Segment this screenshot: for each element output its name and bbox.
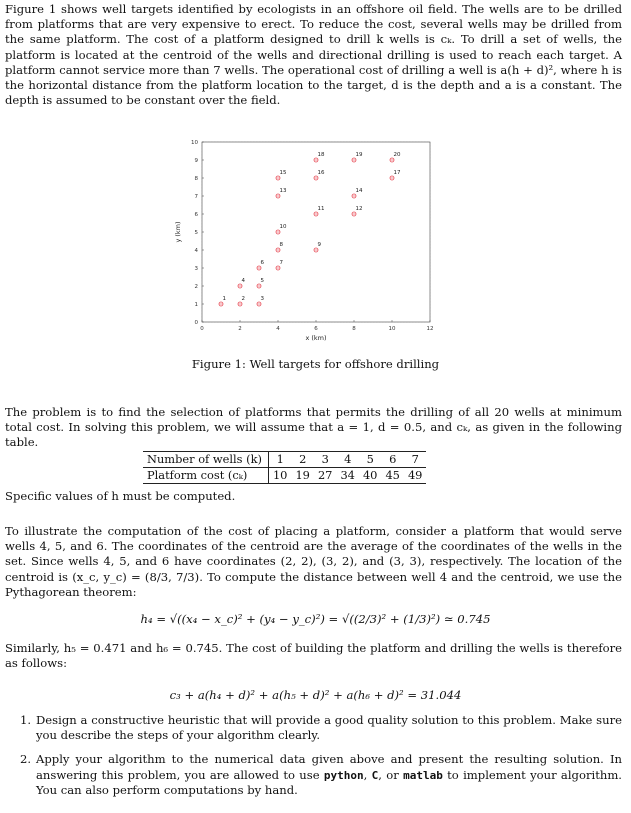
x-tick-label: 0 bbox=[200, 326, 204, 332]
chart-axes bbox=[202, 142, 430, 322]
y-axis-label: y (km) bbox=[174, 221, 182, 243]
cost-cell: 10 bbox=[268, 468, 291, 484]
table-row bbox=[143, 468, 426, 484]
well-label: 18 bbox=[317, 152, 325, 158]
y-tick-label: 3 bbox=[194, 266, 198, 272]
task-number: 1. bbox=[20, 713, 32, 727]
x-tick-label: 2 bbox=[238, 326, 242, 332]
k-cell: 5 bbox=[359, 452, 382, 468]
plot-frame bbox=[202, 142, 430, 322]
y-tick-label: 8 bbox=[194, 176, 198, 182]
well-label: 11 bbox=[317, 206, 325, 212]
k-cell: 4 bbox=[336, 452, 359, 468]
specific-note: Specific values of h must be computed. bbox=[5, 489, 236, 503]
row-header-c: Platform cost (cₖ) bbox=[143, 468, 268, 484]
y-tick-label: 4 bbox=[194, 248, 198, 254]
cost-cell: 27 bbox=[314, 468, 337, 484]
well-label: 1 bbox=[222, 296, 226, 302]
y-tick-label: 6 bbox=[194, 212, 198, 218]
figure-caption: Figure 1: Well targets for offshore drilling bbox=[191, 357, 440, 371]
y-tick-label: 0 bbox=[194, 320, 198, 326]
y-tick-label: 2 bbox=[194, 284, 198, 290]
table-row bbox=[143, 452, 426, 468]
cost-cell: 45 bbox=[381, 468, 404, 484]
cost-cell: 40 bbox=[359, 468, 382, 484]
x-tick-label: 12 bbox=[426, 326, 434, 332]
well-label: 7 bbox=[279, 260, 283, 266]
problem-paragraph: The problem is to find the selection of platforms that permits the drilling of all 20 wells at minimum total cost. In solving this problem, we will assume that a = 1, d = 0.5, and cₖ, as given in the following table. bbox=[5, 405, 622, 450]
code-c: C bbox=[371, 768, 379, 782]
k-cell: 7 bbox=[404, 452, 427, 468]
task-text-a: Apply your algorithm to the numerical data given above and present the resulting solution. In answering this problem, you are allowed to use bbox=[36, 752, 622, 782]
well-label: 19 bbox=[355, 152, 363, 158]
illustration-paragraph: To illustrate the computation of the cost of placing a platform, consider a platform that would serve wells 4, 5, and 6. The coordinates of the centroid are the average of the coordinates of the wells in the set. Since wells 4, 5, and 6 have coordinates (2, 2), (3, 2), and (3, 3), respectively. The location of the centroid is (x_c, y_c) = (8/3, 7/3). To compute the distance between well 4 and the centroid, we use the Pythagorean theorem: bbox=[5, 524, 622, 599]
separator: , or bbox=[378, 767, 404, 782]
x-tick-label: 4 bbox=[276, 326, 280, 332]
y-tick-label: 10 bbox=[191, 140, 198, 146]
k-cell: 3 bbox=[314, 452, 337, 468]
separator: , bbox=[363, 767, 372, 782]
cost-cell: 49 bbox=[404, 468, 427, 484]
well-label: 8 bbox=[279, 242, 283, 248]
well-label: 4 bbox=[241, 278, 245, 284]
task-text: Design a constructive heuristic that will provide a good quality solution to this problem. Make sure you describe the steps of your algorithm clearly. bbox=[36, 713, 622, 743]
row-header-k: Number of wells (k) bbox=[143, 452, 268, 468]
well-label: 15 bbox=[279, 170, 287, 176]
similarly-paragraph: Similarly, h₅ = 0.471 and h₆ = 0.745. The cost of building the platform and drilling the wells is therefore as follows: bbox=[5, 641, 622, 671]
code-python: python bbox=[323, 768, 364, 782]
well-label: 16 bbox=[317, 170, 325, 176]
list-item bbox=[5, 752, 622, 798]
k-cell: 6 bbox=[381, 452, 404, 468]
y-tick-label: 7 bbox=[194, 194, 198, 200]
equation-h4: h₄ = √((x₄ − x_c)² + (y₄ − y_c)²) = √((2/3)² + (1/3)²) ≃ 0.745 bbox=[140, 612, 491, 626]
intro-paragraph: Figure 1 shows well targets identified by ecologists in an offshore oil field. The wells are to be drilled from platforms that are very expensive to erect. To reduce the cost, several wells may be drilled from the same platform. The cost of a platform designed to drill k wells is cₖ. To drill a set of wells, the platform is located at the centroid of the wells and directional drilling is used to reach each target. A platform cannot service more than 7 wells. The operational cost of drilling a well is a(h + d)², where h is the horizontal distance from the platform location to the target, d is the depth and a is a constant. The depth is assumed to be constant over the field. bbox=[5, 2, 622, 108]
code-matlab: matlab bbox=[403, 768, 443, 782]
well-label: 10 bbox=[279, 224, 287, 230]
y-tick-label: 1 bbox=[194, 302, 198, 308]
cost-cell: 34 bbox=[336, 468, 359, 484]
well-label: 13 bbox=[279, 188, 287, 194]
k-cell: 2 bbox=[291, 452, 314, 468]
task-number: 2. bbox=[20, 752, 32, 767]
well-label: 20 bbox=[393, 152, 401, 158]
platform-cost-table bbox=[143, 451, 426, 484]
well-label: 6 bbox=[260, 260, 264, 266]
cost-cell: 19 bbox=[291, 468, 314, 484]
well-label: 17 bbox=[393, 170, 401, 176]
equation-cost: c₃ + a(h₄ + d)² + a(h₅ + d)² + a(h₆ + d)² = 31.044 bbox=[169, 688, 462, 702]
y-tick-label: 5 bbox=[194, 230, 198, 236]
k-cell: 1 bbox=[268, 452, 291, 468]
list-item bbox=[5, 713, 622, 743]
well-label: 9 bbox=[317, 242, 321, 248]
well-label: 14 bbox=[355, 188, 363, 194]
task-list bbox=[5, 713, 622, 807]
task-text-b: to implement your algorithm. You can also perform computations by hand. bbox=[36, 767, 622, 797]
y-tick-label: 9 bbox=[194, 158, 198, 164]
well-label: 5 bbox=[260, 278, 264, 284]
x-tick-label: 6 bbox=[314, 326, 318, 332]
well-label: 12 bbox=[355, 206, 363, 212]
x-tick-label: 10 bbox=[388, 326, 396, 332]
x-axis-label: x (km) bbox=[305, 334, 327, 342]
well-label: 3 bbox=[260, 296, 264, 302]
well-label: 2 bbox=[241, 296, 245, 302]
well-targets-chart bbox=[160, 132, 450, 354]
x-tick-label: 8 bbox=[352, 326, 356, 332]
